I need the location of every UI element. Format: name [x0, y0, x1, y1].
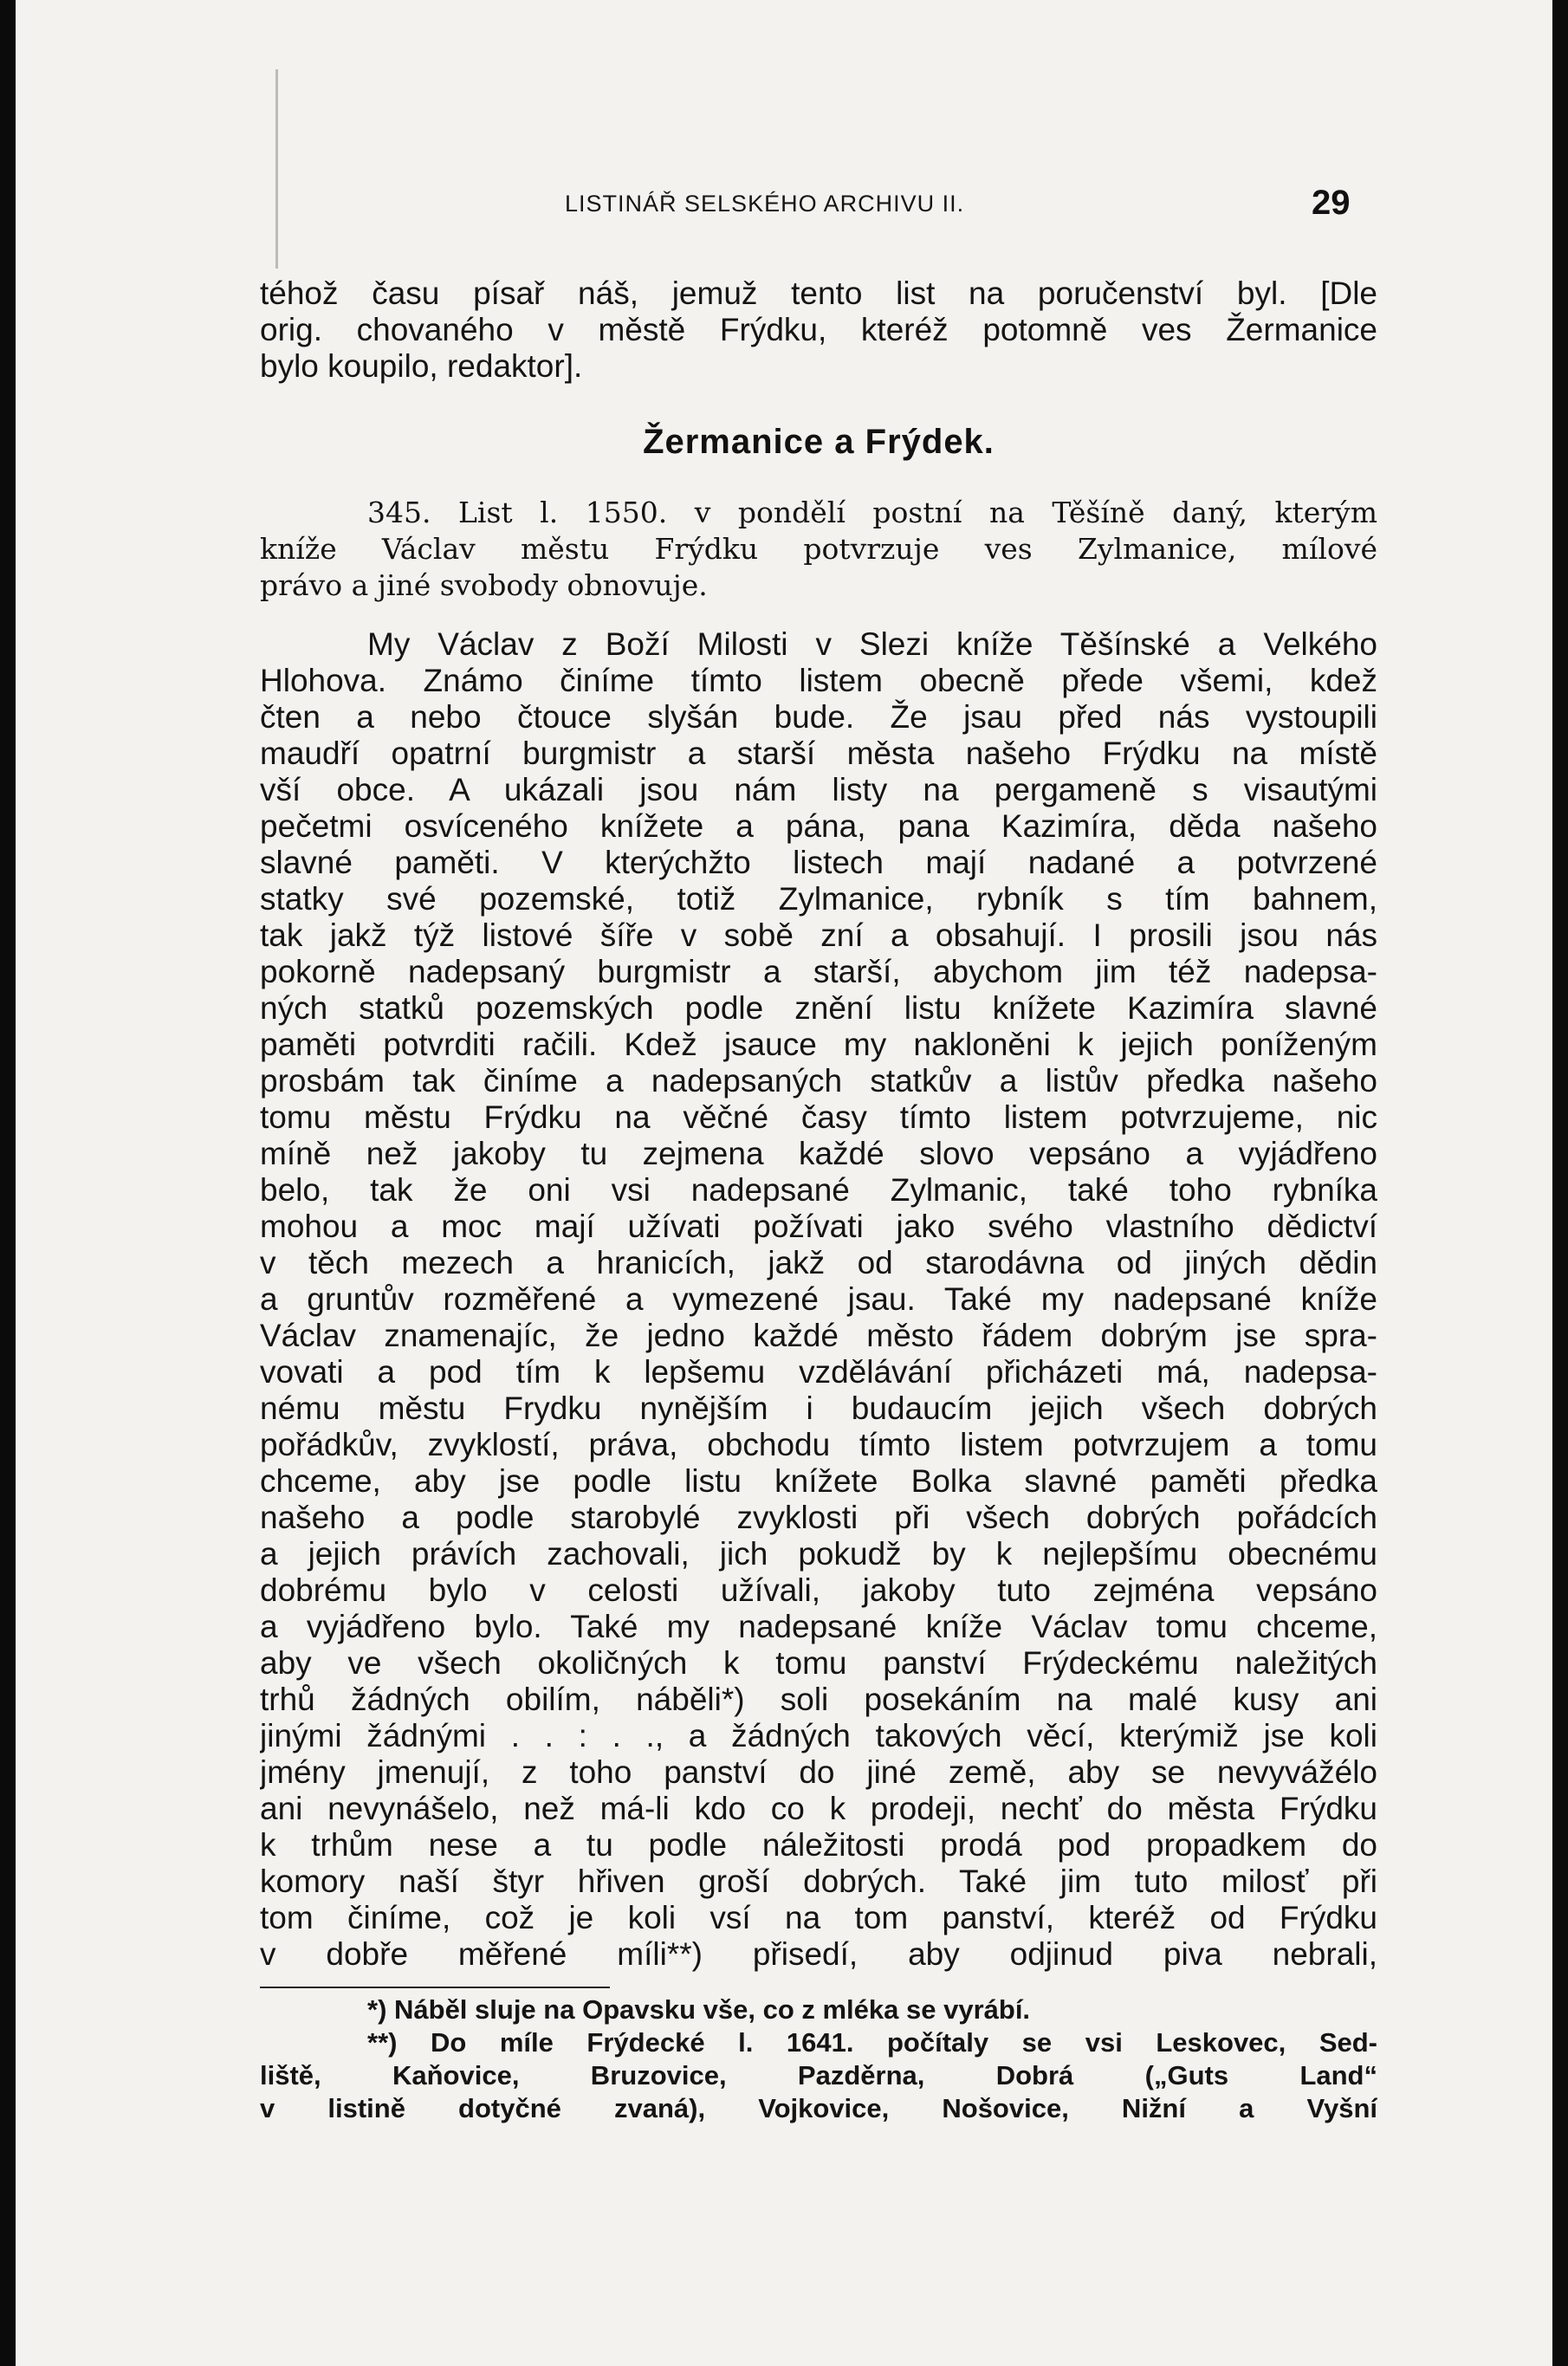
text-line: maudří opatrní burgmistr a starší města našeho Frýdku na místě [260, 736, 1377, 771]
text-line: chceme, aby jse podle listu knížete Bolka slavné paměti předka [260, 1463, 1377, 1499]
text-line: jinými žádnými . . : . ., a žádných takových věcí, kterýmiž jse koli [260, 1718, 1377, 1753]
text-line: pořádkův, zvyklostí, práva, obchodu tímto listem potvrzujem a tomu [260, 1427, 1377, 1462]
running-head: LISTINÁŘ SELSKÉHO ARCHIVU II. [565, 191, 965, 217]
text-line: bylo koupilo, redaktor]. [260, 348, 583, 384]
text-line: k trhům nese a tu podle náležitosti prodá pod propadkem do [260, 1827, 1377, 1863]
text-line: a gruntův rozměřené a vymezené jsau. Také my nadepsané kníže [260, 1281, 1377, 1317]
text-line: vší obce. A ukázali jsou nám listy na pergameně s visautými [260, 772, 1377, 807]
text-line: dobrému bylo v celosti užívali, jakoby tuto zejména vepsáno [260, 1572, 1377, 1608]
text-line: paměti potvrditi račili. Kdež jsauce my nakloněni k jejich poníženým [260, 1027, 1377, 1062]
text-line: komory naší štyr hřiven groší dobrých. Také jim tuto milosť při [260, 1864, 1377, 1899]
text-line: pečetmi osvíceného knížete a pána, pana Kazimíra, děda našeho [260, 808, 1377, 844]
text-line: nému městu Frydku nynějším i budaucím jejich všech dobrých [260, 1390, 1377, 1426]
text-line: tomu městu Frýdku na věčné časy tímto listem potvrzujeme, nic [260, 1099, 1377, 1135]
text-line: mohou a moc mají užívati požívati jako svého vlastního dědictví [260, 1209, 1377, 1244]
text-block [260, 275, 1377, 2125]
text-line: vovati a pod tím k lepšemu vzdělávání přicházeti má, nadepsa- [260, 1354, 1377, 1390]
text-line: téhož času písař náš, jemuž tento list na poručenství byl. [Dle [260, 275, 1377, 311]
book-page [16, 0, 1552, 2366]
text-line: Hlohova. Známo činíme tímto listem obecně přede všemi, kdež [260, 663, 1377, 698]
page-header [16, 182, 1552, 243]
section-heading: Žermanice a Frýdek. [643, 423, 995, 461]
footnote-line: *) Náběl sluje na Opavsku vše, co z mléka se vyrábí. [367, 1994, 1031, 2025]
footnote-line: **) Do míle Frýdecké l. 1641. počítaly se vsi Leskovec, Sed- [367, 2027, 1377, 2058]
text-line: a vyjádřeno bylo. Také my nadepsané kníže Václav tomu chceme, [260, 1609, 1377, 1644]
regest-paragraph [260, 495, 1377, 604]
text-line: našeho a podle starobylé zvyklosti při všech dobrých pořádcích [260, 1500, 1377, 1535]
footnote-rule [260, 1987, 610, 1988]
text-line: a jejich právích zachovali, jich pokudž by k nejlepšímu obecnému [260, 1536, 1377, 1572]
text-line: míně než jakoby tu zejmena každé slovo vepsáno a vyjádřeno [260, 1136, 1377, 1171]
text-line: orig. chovaného v městě Frýdku, kteréž potomně ves Žermanice [260, 312, 1377, 347]
text-line: Václav znamenajíc, že jedno každé město řádem dobrým jse spra- [260, 1318, 1377, 1353]
charter-text [260, 626, 1377, 1973]
footnote-line: v listině dotyčné zvaná), Vojkovice, Nošovice, Nižní a Vyšní [260, 2093, 1377, 2123]
text-line: čten a nebo čtouce slyšán bude. Že jsau před nás vystoupili [260, 699, 1377, 735]
footnote-line: liště, Kaňovice, Bruzovice, Pazděrna, Dobrá („Guts Land“ [260, 2060, 1377, 2091]
text-line: v dobře měřené míli**) přisedí, aby odjinud piva nebrali, [260, 1936, 1377, 1972]
text-line: statky své pozemské, totiž Zylmanice, rybník s tím bahnem, [260, 881, 1377, 917]
text-line: 345. List l. 1550. v pondělí postní na Těšíně daný, kterým [367, 496, 1377, 529]
text-line: právo a jiné svobody obnovuje. [260, 568, 708, 602]
text-line: slavné paměti. V kterýchžto listech mají nadané a potvrzené [260, 845, 1377, 880]
footnotes [260, 1993, 1377, 2125]
text-line: tom činíme, což je koli vsí na tom panství, kteréž od Frýdku [260, 1900, 1377, 1935]
text-line: kníže Václav městu Frýdku potvrzuje ves Zylmanice, mílové [260, 532, 1377, 566]
text-line: ných statků pozemských podle znění listu knížete Kazimíra slavné [260, 990, 1377, 1026]
text-line: trhů žádných obilím, náběli*) soli posekáním na malé kusy ani [260, 1682, 1377, 1717]
text-line: tak jakž týž listové šíře v sobě zní a obsahují. I prosili jsou nás [260, 917, 1377, 953]
text-line: prosbám tak činíme a nadepsaných statkův a listův předka našeho [260, 1063, 1377, 1099]
text-line: ani nevynášelo, než má-li kdo co k prodeji, nechť do města Frýdku [260, 1791, 1377, 1826]
text-line: v těch mezech a hranicích, jakž od starodávna od jiných dědin [260, 1245, 1377, 1280]
text-line: My Václav z Boží Milosti v Slezi kníže Těšínské a Velkého [367, 626, 1377, 662]
page-number: 29 [1312, 184, 1351, 222]
intro-paragraph [260, 275, 1377, 385]
text-line: aby ve všech okoličných k tomu panství Frýdeckému naležitých [260, 1645, 1377, 1681]
text-line: pokorně nadepsaný burgmistr a starší, abychom jim též nadepsa- [260, 954, 1377, 989]
text-line: belo, tak že oni vsi nadepsané Zylmanic, také toho rybníka [260, 1172, 1377, 1208]
text-line: jmény jmenují, z toho panství do jiné země, aby se nevyvážélo [260, 1754, 1377, 1790]
